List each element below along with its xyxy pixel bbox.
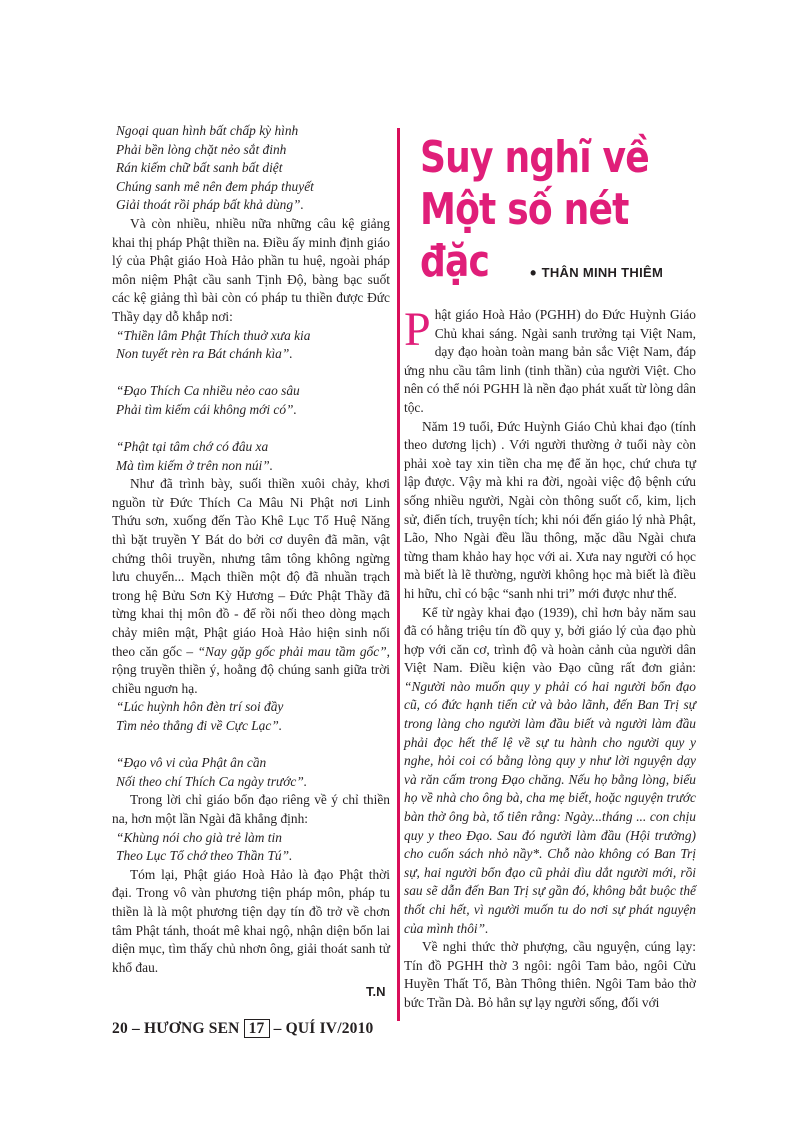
verse-line: “Khùng nói cho già trẻ làm tin <box>116 829 282 845</box>
verse-line: Phải tìm kiếm cái không mới có”. <box>116 401 297 417</box>
paragraph: Tóm lại, Phật giáo Hoà Hảo là đạo Phật thời đại. Trong vô vàn phương tiện pháp môn, pháp tu thiền là là một phương tiện dạy tín đồ trở về chơn tâm Phật tánh, thoát mê khai ngộ, nhận diện bổn lai diện mục, tìm thấy chủ nhơn ông, giải thoát sanh tử khổ đau. <box>112 866 390 975</box>
issue-period: – QUÍ IV/2010 <box>273 1020 374 1037</box>
verse-line: “Đạo vô vi của Phật ân cần <box>116 755 267 771</box>
byline <box>530 263 663 284</box>
page-footer <box>112 1019 374 1038</box>
paragraph: Và còn nhiều, nhiều nữa những câu kệ giảng khai thị pháp Phật thiền na. Điều ấy minh định giáo lý của Phật giáo Hoà Hảo phần tu huệ, ngoài pháp môn niệm Phật cầu sanh Tịnh Độ, bàng bạc suốt các kệ giảng thì bài còn có pháp tu thiền được Đức Thầy dạy dỗ khắp nơi: <box>112 215 390 324</box>
paragraph <box>404 303 696 418</box>
verse-line: Tìm nẻo thẳng đi về Cực Lạc”. <box>116 718 283 733</box>
verse-line: Rán kiếm chữ bất sanh bất diệt <box>116 160 283 176</box>
verse-line: “Thiền lâm Phật Thích thuở xưa kia <box>116 327 311 343</box>
author-signoff: T.N <box>366 984 386 999</box>
verse-block-3 <box>112 382 390 419</box>
title-line: Suy nghĩ về <box>420 132 649 183</box>
left-column <box>112 122 390 977</box>
paragraph-text: hật giáo Hoà Hảo (PGHH) do Đức Huỳnh Giáo Chủ khai sáng. Ngài sanh trưởng tại Việt Nam, dạy đạo hoàn toàn mang bản sắc Việt Nam, đáp ứng nhu cầu tâm linh (tinh thần) của người Việt. Cho nên có thể nói PGHH là nền đạo phát xuất từ lòng dân tộc. <box>404 307 696 415</box>
paragraph <box>112 475 390 698</box>
verse-line: Chúng sanh mê nên đem pháp thuyết <box>116 178 314 194</box>
verse-line: Ngoại quan hình bất chấp kỳ hình <box>116 123 299 138</box>
paragraph-text: Kể từ ngày khai đạo (1939), chỉ hơn bảy năm sau đã có hằng triệu tín đồ quy y, bởi giáo lý của đạo phù hợp với căn cơ, trình độ và hoàn cảnh của người dân Việt Nam. Điều kiện vào Đạo cũng rất đơn giản: <box>404 604 696 676</box>
inline-quote: “Người nào muốn quy y phải có hai người bổn đạo cũ, có đức hạnh tiến cử và bảo lãnh, đến Ban Trị sự trong làng cho người làm đầu biết và người làm đầu phải đọc hết thể lệ về sự tu hành cho người quy y nghe, hỏi coi có bằng lòng quy y như lời nguyện dạy và răn cấm trong Đạo chăng. Nếu họ bằng lòng, biểu họ về nhà cho ông bà, cha mẹ biết, hoặc nguyện trước bàn thờ ông bà, tổ tiên rằng: Ngày...tháng ... con chịu quy y theo Đạo. Sau đó người làm đầu (Hội trưởng) cho cuốn sách nhỏ nầy*. Chỗ nào không có Ban Trị sự, hai người bổn đạo cũ phải dìu dắt người mới, rồi sau sẽ dẫn đến Ban Trị sự gần đó, không bắt buộc thể thốt chi hết, vì người muốn tu do nơi sự phát nguyện của mình thôi”. <box>404 678 696 936</box>
column-divider-rule <box>397 128 400 1021</box>
paragraph: Về nghi thức thờ phượng, cầu nguyện, cúng lạy: Tín đồ PGHH thờ 3 ngôi: ngôi Tam bảo, ngôi Cửu Huyền Thất Tổ, Bàn Thông thiên. Ngôi Tam bảo thờ bức Trần Dà. Bỏ hẳn sự lạy người sống, đối với <box>404 939 696 1010</box>
verse-block-7 <box>112 829 390 866</box>
verse-block-4 <box>112 438 390 475</box>
verse-line: “Phật tại tâm chớ có đâu xa <box>116 439 269 455</box>
verse-block-2 <box>112 327 390 364</box>
verse-block-6 <box>112 754 390 791</box>
verse-line: Theo Lục Tổ chớ theo Thần Tú”. <box>116 848 293 864</box>
title-line: Một số nét đặc <box>420 184 629 287</box>
verse-line: “Lúc huỳnh hôn đèn trí soi đầy <box>116 699 284 715</box>
author-name: THÂN MINH THIÊM <box>541 265 664 280</box>
paragraph-text: , rộng truyền thiền ý, hoằng độ chúng sanh giữa trời chiều nguơn hạ. <box>112 643 390 696</box>
verse-line: Nối theo chí Thích Ca ngày trước”. <box>116 773 308 789</box>
paragraph: Trong lời chỉ giáo bổn đạo riêng về ý chỉ thiền na, hơn một lần Ngài đã khẳng định: <box>112 792 390 826</box>
paragraph-text: Như đã trình bày, suối thiền xuôi chảy, khơi nguồn từ Đức Thích Ca Mâu Ni Phật nơi Linh Thứu sơn, xuống đến Tào Khê Lục Tổ Huệ Năng thì bặt truyền Y Bát do bởi cơ duyên đã mãn, vật chứng thôi truyền, nhưng tâm tông không ngừng lưu chuyển... Mạch thiền một độ đã nhuần trạch trong hệ Bửu Sơn Kỳ Hương – Đức Phật Thầy đã từng khai thị môn đồ - để rồi nối theo dòng mạch chảy miên mật, Phật giáo Hoà Hảo hiện sinh nối theo căn gốc – <box>112 476 390 659</box>
verse-block-1 <box>112 122 390 215</box>
verse-line: Giải thoát rồi pháp bất khả dùng”. <box>116 197 304 213</box>
verse-line: “Đạo Thích Ca nhiều nẻo cao sâu <box>116 383 300 399</box>
inline-quote: “Nay gặp gốc phải mau tầm gốc” <box>197 643 387 659</box>
issue-number-box: 17 <box>244 1019 270 1038</box>
verse-block-5 <box>112 698 390 735</box>
paragraph <box>404 604 696 939</box>
drop-cap: P <box>404 303 431 356</box>
bullet-icon: • <box>530 263 537 283</box>
paragraph: Năm 19 tuổi, Đức Huỳnh Giáo Chủ khai đạo (tính theo dương lịch) . Với người thường ở tuổi này còn phải xoè tay xin tiền cha mẹ để ăn học, chứ chưa tự lập được. Vậy mà khi ra đời, ngoài việc độ bệnh cứu sống nhiều người, Ngài còn thông suốt cổ, kim, lịch sử, điển tích, truyện tích; khi nói đến giáo lý nhà Phật, Lão, Nho Ngài đều lầu thông, mặc dầu Ngài chưa từng tham khảo hay học với ai. Xưa nay người có học mà biết là lẽ thường, người không học mà biết là điều hi hữu, chỉ có bậc “sanh nhi tri” mới được như thế. <box>404 418 696 601</box>
verse-line: Phải bền lòng chặt nẻo sắt đinh <box>116 141 287 157</box>
verse-line: Mà tìm kiếm ở trên non núi”. <box>116 457 274 473</box>
page-number-publication: 20 – HƯƠNG SEN <box>112 1020 240 1037</box>
right-column <box>404 303 696 1013</box>
verse-line: Non tuyết rèn ra Bát chánh kìa”. <box>116 346 293 362</box>
